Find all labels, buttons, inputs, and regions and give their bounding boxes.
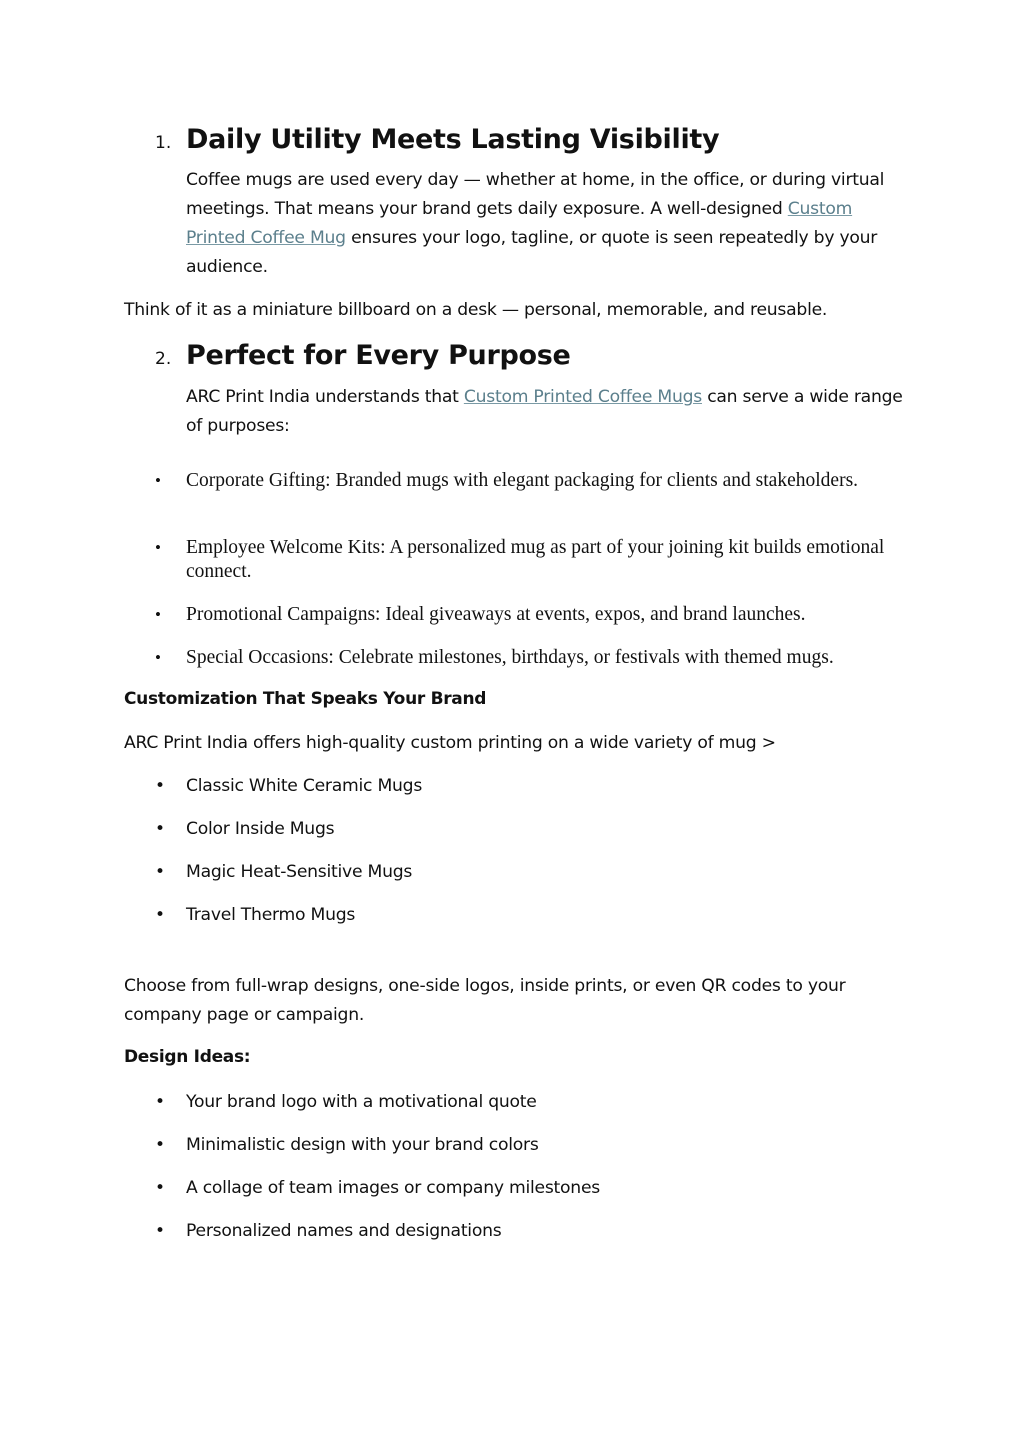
section-2-heading [155, 340, 571, 371]
section-2-number: 2. [155, 349, 172, 369]
list-item [155, 1176, 886, 1200]
list-item [155, 603, 886, 627]
design-idea-collage: A collage of team images or company milestones [186, 1178, 600, 1198]
mug-type-classic-white: Classic White Ceramic Mugs [186, 776, 423, 796]
custom-printed-coffee-mugs-link[interactable]: Custom Printed Coffee Mugs [463, 387, 702, 407]
bullet-icon: • [155, 471, 161, 490]
list-item [155, 774, 886, 798]
bullet-icon: • [155, 819, 165, 839]
mug-type-color-inside: Color Inside Mugs [186, 819, 335, 839]
bullet-icon: • [155, 862, 165, 882]
bullet-icon: • [155, 1221, 165, 1241]
mug-type-travel-thermo: Travel Thermo Mugs [186, 905, 356, 925]
billboard-note: Think of it as a miniature billboard on a desk — personal, memorable, and reusable. [124, 300, 828, 320]
customization-intro: ARC Print India offers high-quality custom printing on a wide variety of mug > [124, 733, 776, 753]
bullet-icon: • [155, 1092, 165, 1112]
list-item [155, 817, 886, 841]
list-item [155, 536, 886, 584]
list-item [155, 1219, 886, 1243]
bullet-icon: • [155, 605, 161, 624]
section-1-text-after: ensures your logo, tagline, or quote is seen repeatedly by your audience. [186, 228, 878, 277]
section-1-text-before: Coffee mugs are used every day — whether at home, in the office, or during virtual meetings. That means your brand gets daily exposure. A well-designed [186, 170, 885, 219]
bullet-icon: • [155, 648, 161, 667]
bullet-icon: • [155, 1178, 165, 1198]
mug-type-magic-heat-sensitive: Magic Heat-Sensitive Mugs [186, 862, 413, 882]
purpose-promotional-campaigns: Promotional Campaigns: Ideal giveaways at events, expos, and brand launches. [186, 604, 806, 625]
section-2-title: Perfect for Every Purpose [186, 340, 571, 371]
list-item [155, 646, 886, 670]
list-item [155, 1090, 886, 1114]
section-1-heading [155, 124, 719, 155]
purpose-special-occasions: Special Occasions: Celebrate milestones, birthdays, or festivals with themed mugs. [186, 647, 834, 668]
section-1-paragraph [186, 166, 906, 282]
custom-printed-coffee-mug-link[interactable]: Custom Printed Coffee Mug [186, 199, 853, 248]
section-2-text-before: ARC Print India understands that [186, 387, 464, 407]
design-idea-personalized-names: Personalized names and designations [186, 1221, 502, 1241]
list-item [155, 1133, 886, 1157]
customization-options: Choose from full-wrap designs, one-side logos, inside prints, or even QR codes to your company page or campaign. [124, 976, 846, 1025]
bullet-icon: • [155, 776, 165, 796]
purpose-employee-welcome-kits: Employee Welcome Kits: A personalized mug as part of your joining kit builds emotional connect. [186, 537, 885, 582]
design-idea-logo-quote: Your brand logo with a motivational quote [186, 1092, 537, 1112]
purpose-corporate-gifting: Corporate Gifting: Branded mugs with elegant packaging for clients and stakeholders. [186, 470, 859, 491]
customization-heading: Customization That Speaks Your Brand [124, 689, 487, 709]
section-1-title: Daily Utility Meets Lasting Visibility [186, 124, 720, 155]
section-2-text-after: can serve a wide range of purposes: [186, 387, 903, 436]
list-item [155, 860, 886, 884]
section-2-paragraph [186, 383, 906, 441]
section-1-number: 1. [155, 133, 172, 153]
list-item [155, 903, 886, 927]
design-ideas-heading: Design Ideas: [124, 1047, 251, 1067]
design-idea-minimalistic: Minimalistic design with your brand colors [186, 1135, 539, 1155]
bullet-icon: • [155, 905, 165, 925]
bullet-icon: • [155, 1135, 165, 1155]
list-item [155, 469, 886, 493]
bullet-icon: • [155, 538, 161, 557]
